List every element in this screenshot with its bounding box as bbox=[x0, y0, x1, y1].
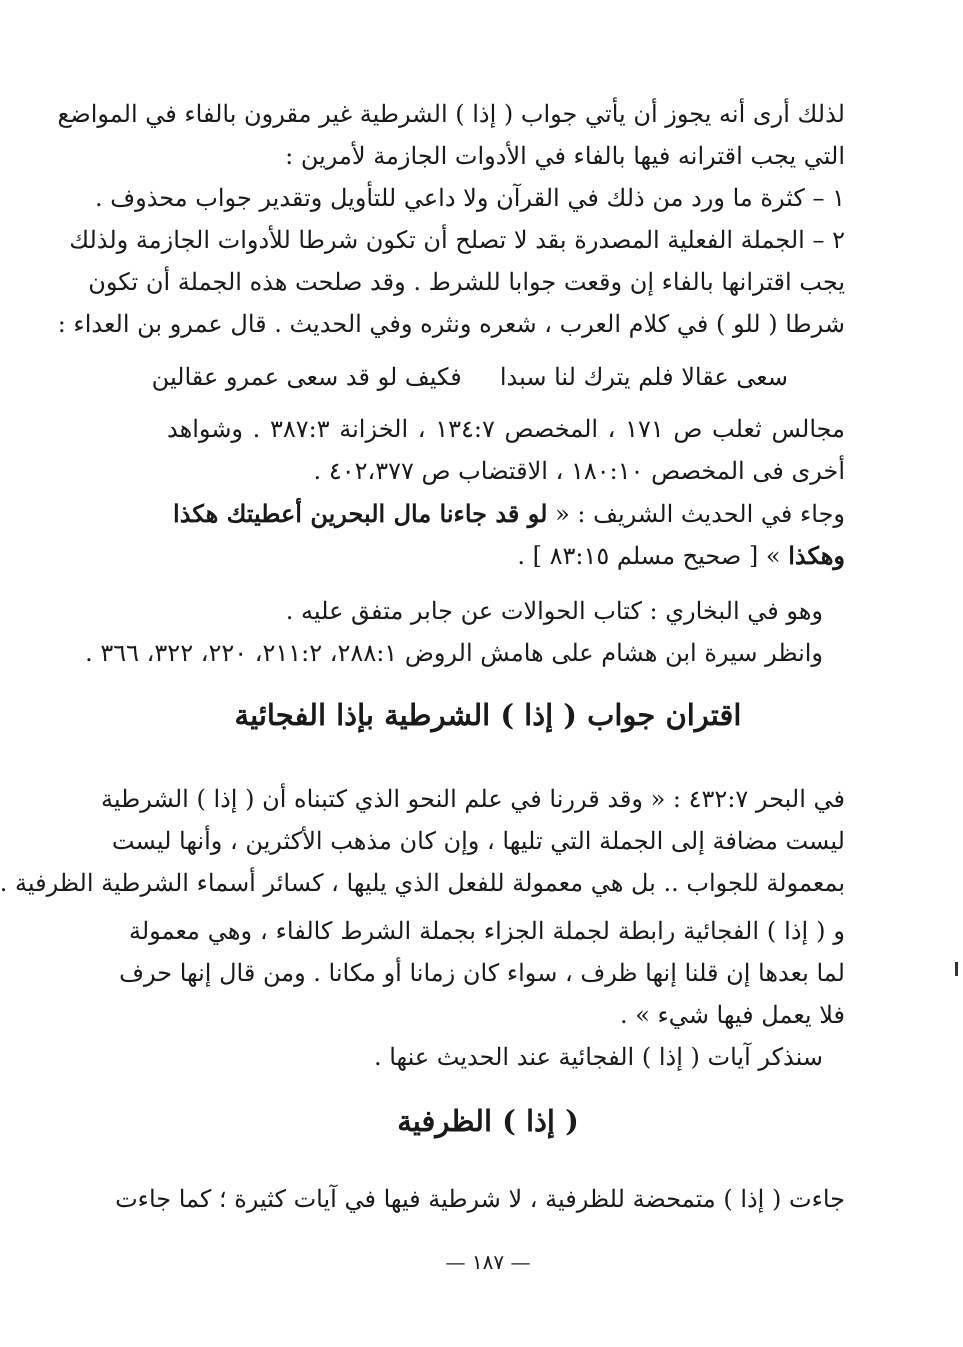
reference-line: أخرى فى المخصص ١٨٠:١٠ ، الاقتضاب ص ٤٠٢،٣٧٧ . bbox=[313, 457, 845, 485]
paragraph-note bbox=[157, 1036, 823, 1078]
hadith-bold-text: لو قد جاءنا مال البحرين أعطيتك هكذا bbox=[173, 499, 548, 528]
hadith-continuation bbox=[129, 535, 845, 577]
paragraph-fujaiya bbox=[119, 910, 845, 1036]
text-line: التي يجب اقترانه فيها بالفاء في الأدوات الجازمة لأمرين : bbox=[285, 142, 845, 170]
hadith-quote bbox=[159, 493, 845, 535]
text-line: جاءت ( إذا ) متمحضة للظرفية ، لا شرطية فيها في آيات كثيرة ؛ كما جاءت bbox=[115, 1185, 845, 1213]
text-line: فلا يعمل فيها شيء » . bbox=[619, 1001, 845, 1029]
verse-line: سعى عقالا فلم يترك لنا سبدا فكيف لو قد سعى عمرو عقالين bbox=[151, 363, 788, 391]
text-line: ٢ – الجملة الفعلية المصدرة بقد لا تصلح أن تكون شرطا للأدوات الجازمة ولذلك bbox=[69, 226, 845, 254]
hadith-intro: وجاء في الحديث الشريف : « bbox=[555, 500, 845, 528]
hadith-line bbox=[159, 493, 845, 535]
page-number: — ١٨٧ — bbox=[445, 1250, 531, 1274]
reference-line: وهو في البخاري : كتاب الحوالات عن جابر متفق عليه . bbox=[285, 597, 823, 625]
text-line: سنذكر آيات ( إذا ) الفجائية عند الحديث عنها . bbox=[373, 1043, 823, 1071]
text-line: يجب اقترانها بالفاء إن وقعت جوابا للشرط . وقد صلحت هذه الجملة أن تكون bbox=[88, 268, 845, 296]
text-line: بمعمولة للجواب .. بل هي معمولة للفعل الذي يليها ، كسائر أسماء الشرطية الظرفية . bbox=[0, 869, 845, 897]
paragraph-bahr bbox=[0, 778, 845, 904]
paragraph-intro bbox=[57, 93, 845, 345]
text-line: ١ – كثرة ما ورد من ذلك في القرآن ولا داعي للتأويل وتقدير جواب محذوف . bbox=[94, 184, 845, 212]
reference-line: مجالس ثعلب ص ١٧١ ، المخصص ١٣٤:٧ ، الخزانة ٣٨٧:٣ . وشواهد bbox=[167, 415, 846, 443]
section-heading: ( إذا ) الظرفية bbox=[397, 1104, 579, 1138]
scan-edge-mark bbox=[955, 962, 958, 976]
poetry-verse bbox=[151, 356, 788, 398]
hadith-bold-text: وهكذا bbox=[788, 541, 845, 570]
reference-note-2 bbox=[85, 590, 823, 674]
hadith-line bbox=[129, 535, 845, 577]
hadith-citation: » [ صحيح مسلم ٨٣:١٥ ] . bbox=[517, 542, 781, 570]
text-line: في البحر ٤٣٢:٧ : « وقد قررنا في علم النحو الذي كتبناه أن ( إذا ) الشرطية bbox=[100, 785, 845, 813]
reference-note-1 bbox=[167, 408, 845, 492]
text-line: لما بعدها إن قلنا إنها ظرف ، سواء كان زمانا أو مكانا . ومن قال إنها حرف bbox=[119, 959, 845, 987]
text-line: ليست مضافة إلى الجملة التي تليها ، وإن كان مذهب الأكثرين ، وأنها ليست bbox=[111, 827, 845, 855]
text-line: شرطا ( للو ) في كلام العرب ، شعره ونثره وفي الحديث . قال عمرو بن العداء : bbox=[57, 310, 845, 338]
text-line: لذلك أرى أنه يجوز أن يأتي جواب ( إذا ) الشرطية غير مقرون بالفاء في المواضع bbox=[57, 100, 845, 128]
reference-line: وانظر سيرة ابن هشام على هامش الروض ٢٨٨:١، ٢١١:٢، ٢٢٠، ٣٢٢، ٣٦٦ . bbox=[85, 639, 823, 667]
section-heading: اقتران جواب ( إذا ) الشرطية بإذا الفجائية bbox=[234, 698, 742, 732]
paragraph-zarfiya bbox=[115, 1178, 845, 1220]
text-line: و ( إذا ) الفجائية رابطة لجملة الجزاء بجملة الشرط كالفاء ، وهي معمولة bbox=[129, 917, 845, 945]
